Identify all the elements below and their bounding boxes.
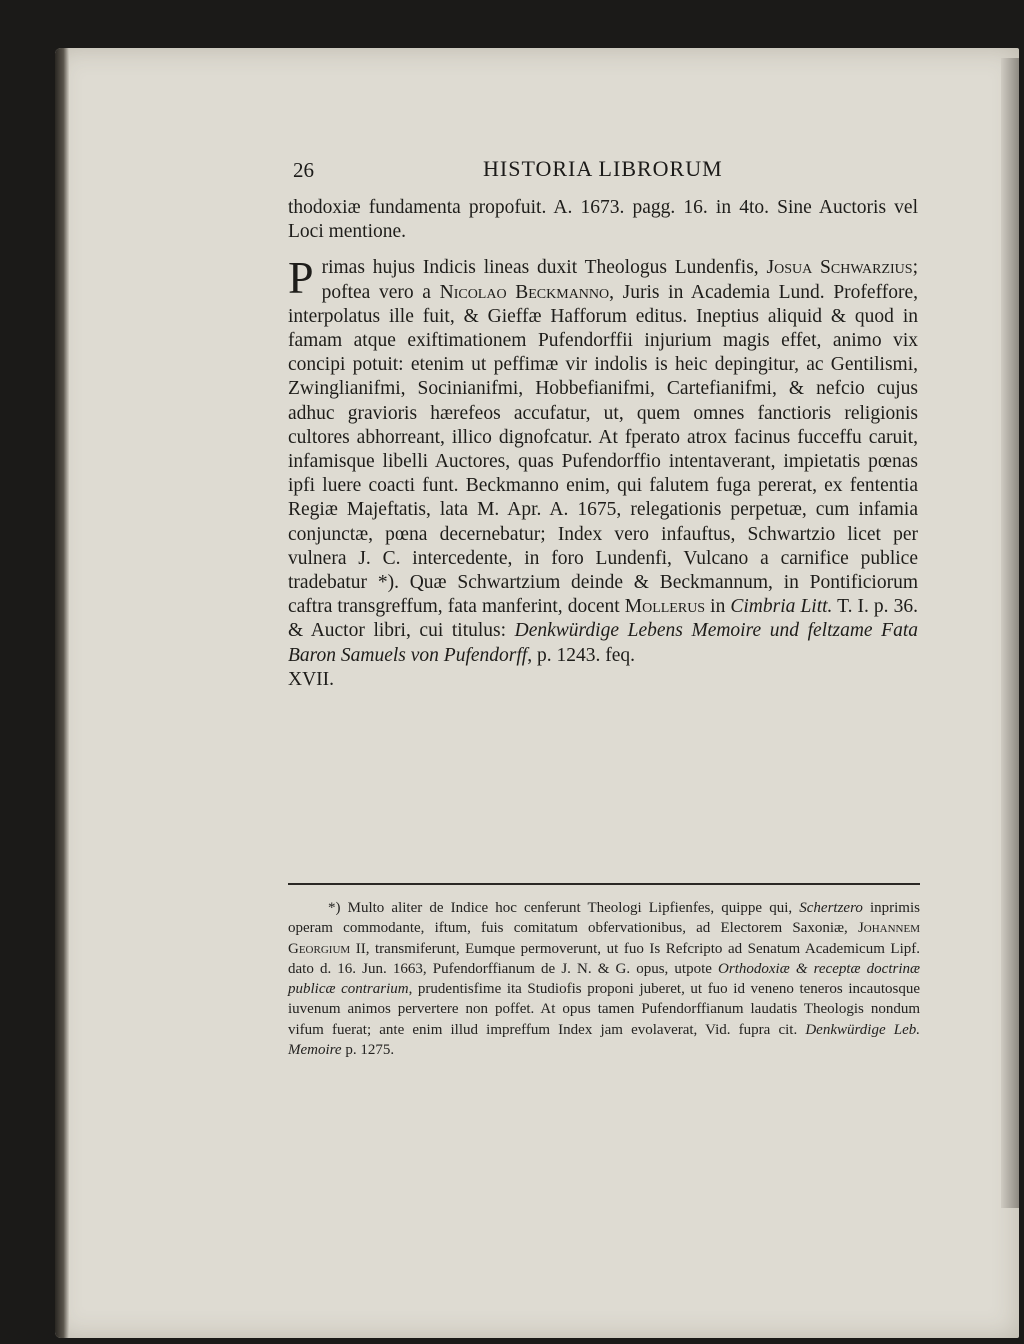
paragraph-segment: T. I. p. 36. & Auctor libri, cui titulus: xyxy=(288,596,918,642)
running-title: HISTORIA LIBRORUM xyxy=(483,156,723,181)
catchword: XVII. xyxy=(288,668,335,690)
paragraph-segment: ; poftea vero a xyxy=(321,257,918,303)
paragraph-segment: Denkwürdige Lebens Memoire und feltzame Fata Baron Samuels von Pufendorff xyxy=(288,620,918,666)
paragraph-segment: Cimbria Litt. xyxy=(730,596,833,618)
page-edge xyxy=(1001,58,1019,1208)
paragraph-body xyxy=(288,252,918,666)
footnote-segment: , prudentisfime ita Studiofis proponi juberet, ut fuo id veneno teneros incautosque iuvenum animos pervertere non poffet. At opus tamen Pufendorffianum laudatis Theologis nondum vifum fuerat; ante enim illud impreffum Index jam evolaverat, Vid. fupra cit. xyxy=(288,981,920,1038)
paragraph-segment: Josua Schwarzius xyxy=(766,257,913,279)
paragraph-segment: Nicolao Beckmanno xyxy=(439,281,610,303)
paragraph-segment: in xyxy=(705,596,731,618)
footnote-segment: Denkwürdige Leb. Memoire xyxy=(288,1021,920,1059)
footnote-segment: Orthodoxiæ & receptæ doctrinæ publicæ contrarium xyxy=(288,960,920,998)
footnote-rule xyxy=(288,883,920,885)
footnote-segment: p. 1275. xyxy=(341,1042,395,1059)
footnote-segment: *) Multo aliter de Indice hoc cenferunt Theologi Lipfienfes, quippe qui, xyxy=(328,900,800,916)
footnote-segment: inprimis operam commodante, iftum, fuis comitatum obfervationibus, ad Electorem Saxoniæ, xyxy=(288,900,920,937)
paragraph-segment: , p. 1243. feq. xyxy=(527,644,635,666)
paragraph-segment: Mollerus xyxy=(624,596,706,618)
page-header xyxy=(293,150,933,190)
paragraph-continuation: thodoxiæ fundamenta propofuit. A. 1673. pagg. 16. in 4to. Sine Auctoris vel Loci mentione. xyxy=(288,197,918,243)
page-number: 26 xyxy=(293,158,314,182)
book-binding xyxy=(55,48,69,1338)
footnote-segment: Johannem Georgium xyxy=(288,920,920,957)
paragraph-segment: rimas hujus Indicis lineas duxit Theologus Lundenfis, xyxy=(321,257,767,279)
footnote xyxy=(288,898,920,1060)
main-text xyxy=(288,196,918,692)
footnote-body xyxy=(288,900,920,1058)
footnote-segment: Schertzero xyxy=(799,900,863,916)
footnote-text xyxy=(288,898,920,1060)
paragraph-main xyxy=(288,252,918,667)
paragraph-segment: , Juris in Academia Lund. Profeffore, interpolatus ille fuit, & Gieffæ Hafforum editus. Ineptius aliquid & quod in famam atque exiftimationem Pufendorffii injurium magis effet, animo vix concipi potuit: etenim ut peffimæ vir indolis is heic depingitur, ac Gentilismi, Zwinglianifmi, Socinianifmi, Hobbefianifmi, Cartefianifmi, & nefcio cujus adhuc gravioris hærefeos accufatur, ut, quem omnes fanctioris religionis cultores abhorreant, illico dignofcatur. At fperato atrox facinus fucceffu caruit, infamisque libelli Auctores, quas Pufendorffio intentaverant, impietatis pœnas ipfi luere coacti funt. Beckmanno enim, qui falutem fuga pererat, ex fententia Regiæ Majeftatis, lata M. Apr. A. 1675, relegationis perpetuæ, cum infamia conjunctæ, pœna decernebatur; Index vero infauftus, Schwartzio licet per vulnera J. C. intercedente, in foro Lundenfi, Vulcano a carnifice publice tradebatur *). Quæ Schwartzium deinde & Beckmannum, in Pontificiorum caftra transgreffum, fata manferint, docent xyxy=(288,281,918,618)
footnote-segment: II, transmiferunt, Eumque permoverunt, ut fuo Is Refcripto ad Senatum Academicum Lipf. dato d. 16. Jun. 1663, Pufendorffianum de J. N. & G. opus, utpote xyxy=(288,940,920,977)
drop-cap: P xyxy=(288,252,314,304)
